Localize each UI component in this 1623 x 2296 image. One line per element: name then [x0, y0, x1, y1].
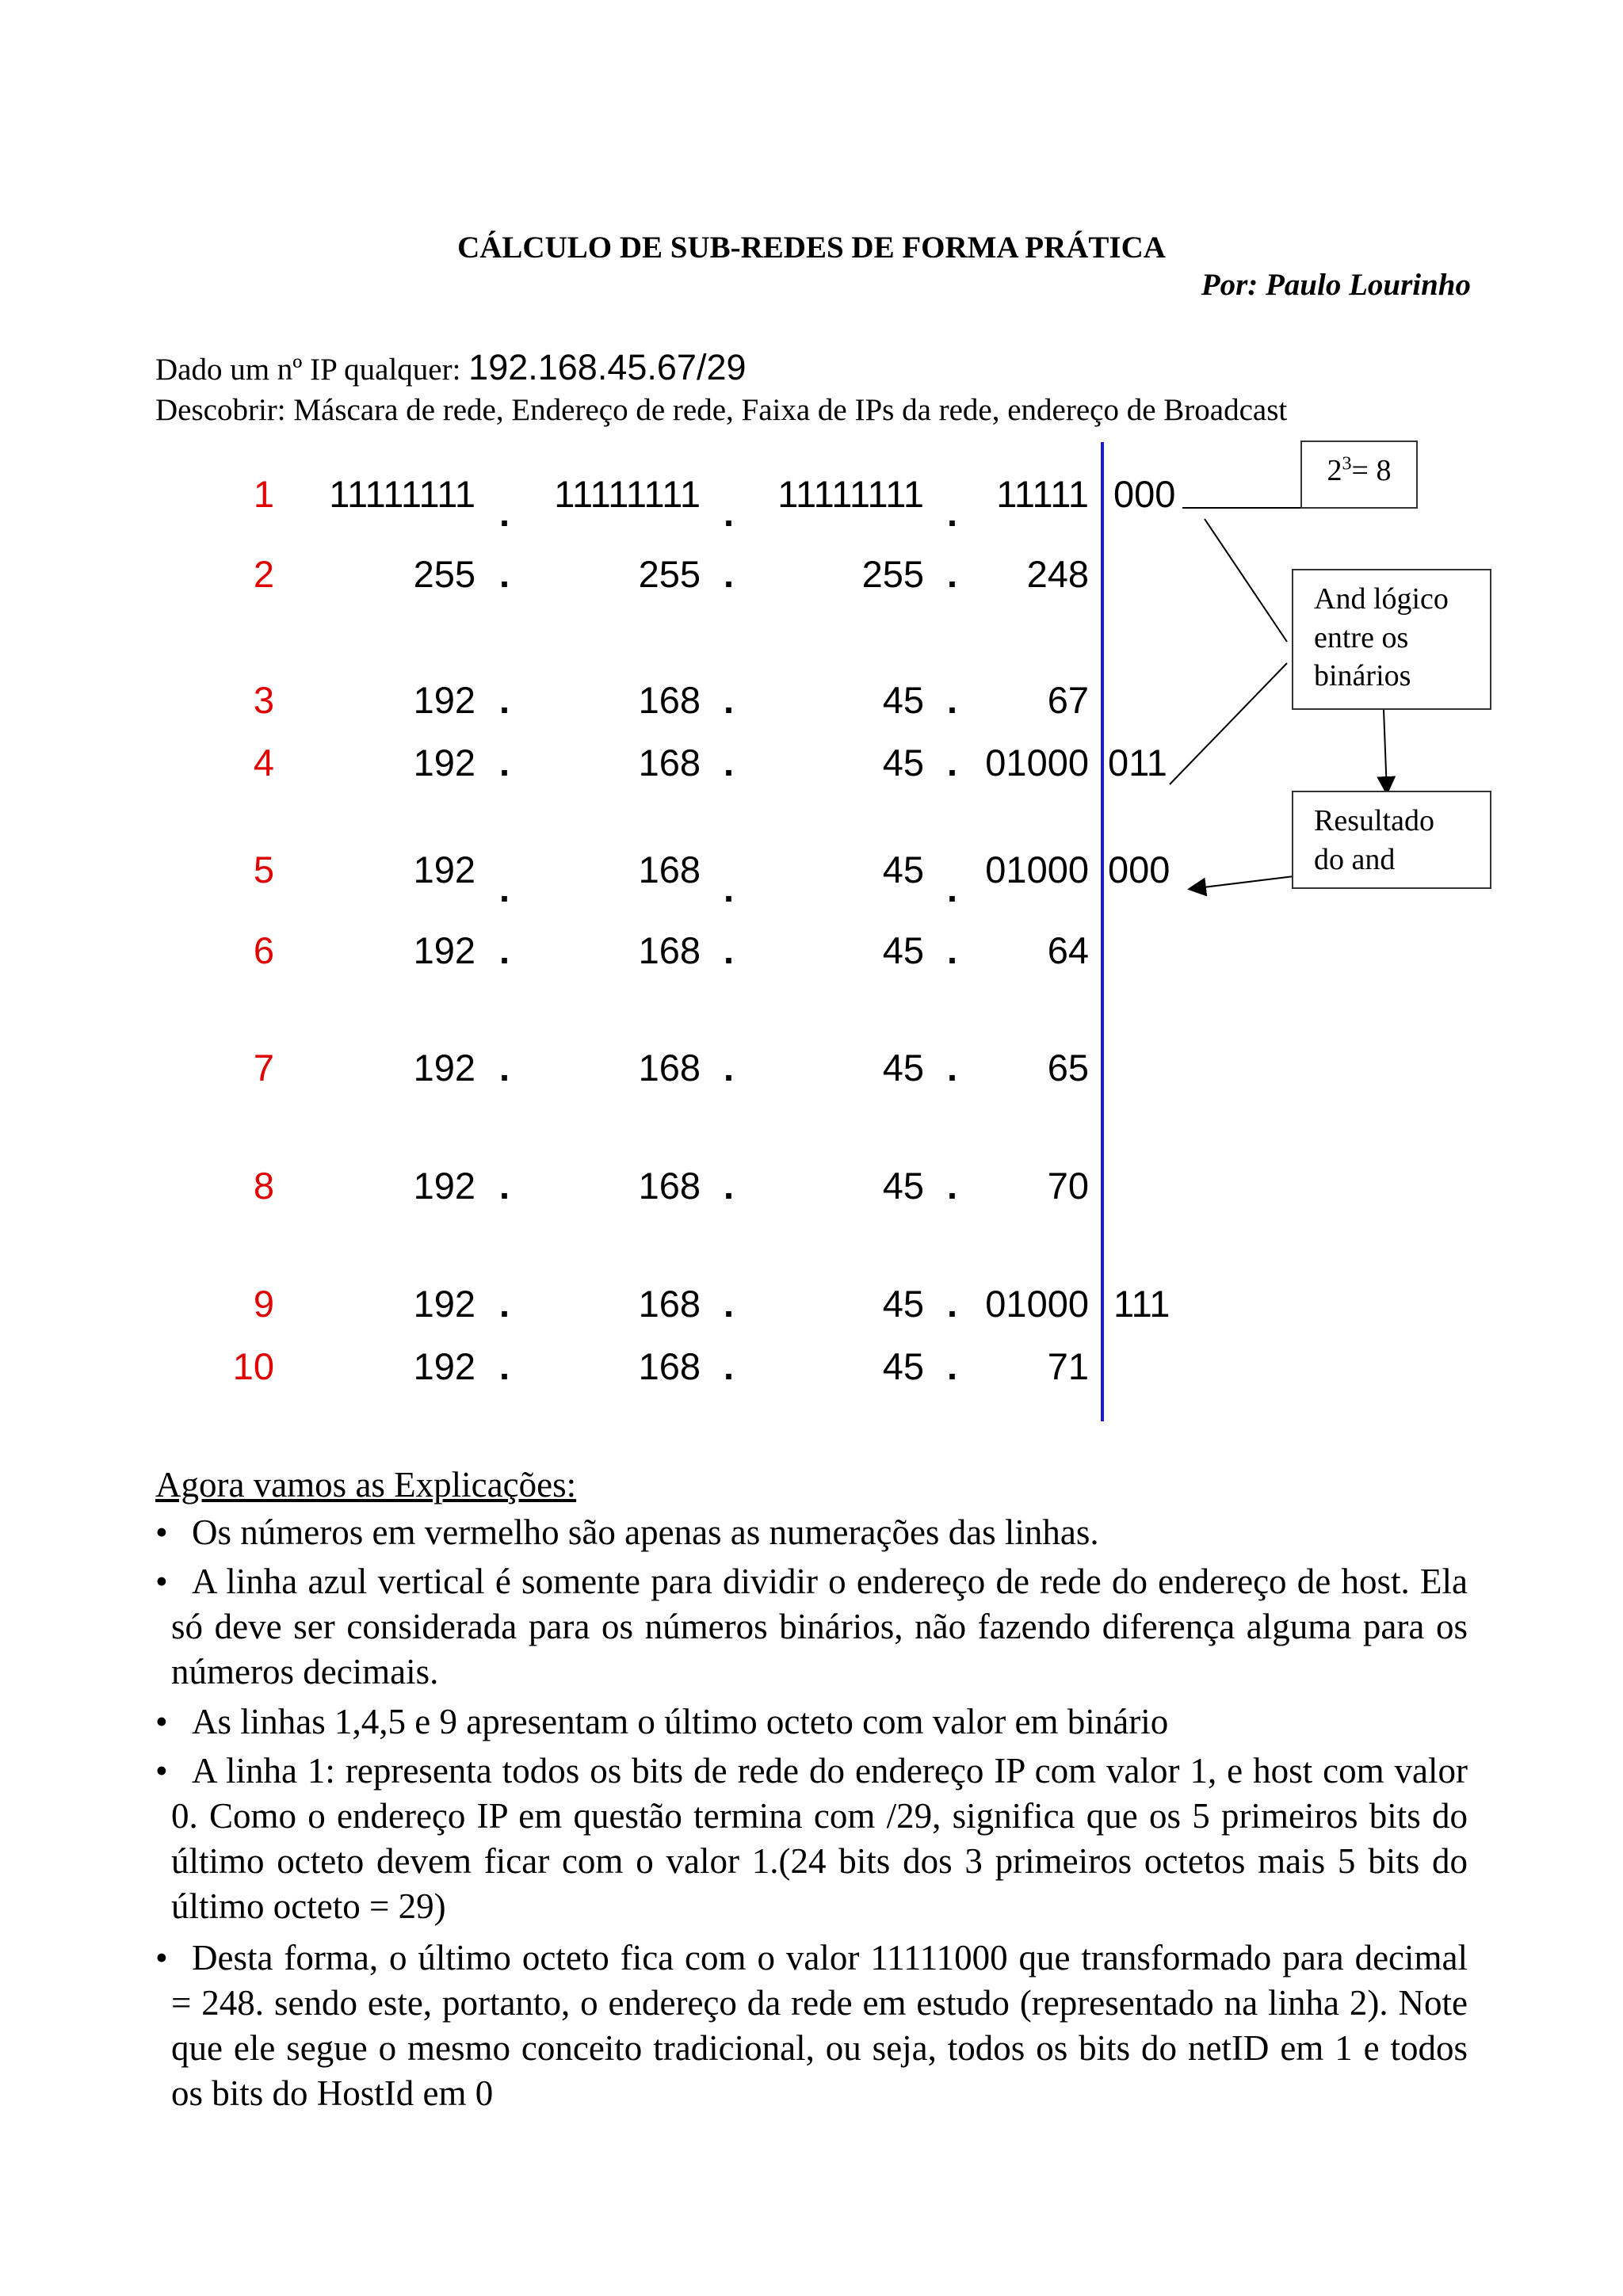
- octet-separator: .: [947, 1345, 958, 1387]
- discover-line: Descobrir: Máscara de rede, Endereço de rede, Faixa de IPs da rede, endereço de Broadcast: [155, 393, 1288, 427]
- octet-separator: .: [499, 553, 510, 595]
- octet-separator: .: [499, 1345, 510, 1387]
- and-logic-box: [1292, 569, 1491, 710]
- octet-o4: 64: [1047, 929, 1089, 971]
- octet-o3: 45: [882, 742, 924, 784]
- row-number: 9: [253, 1283, 274, 1325]
- explanations-heading: Agora vamos as Explicações:: [155, 1465, 577, 1505]
- and-connector-lower: [1170, 663, 1287, 784]
- octet-o1: 255: [413, 553, 475, 595]
- octet-separator: .: [947, 553, 958, 595]
- octet-o4: 11111: [996, 473, 1089, 515]
- octet-separator: .: [947, 1047, 958, 1089]
- explanation-bullet: [155, 1699, 1468, 1745]
- octet-separator: .: [724, 1047, 735, 1089]
- octet-separator: .: [947, 742, 958, 784]
- octet-o2: 168: [638, 929, 701, 971]
- octet-separator: .: [947, 929, 958, 971]
- octet-separator: .: [724, 553, 735, 595]
- octet-o2: 168: [638, 1283, 701, 1325]
- octet-o1: 192: [413, 1283, 475, 1325]
- octet-o3: 45: [882, 849, 924, 891]
- row-number: 8: [253, 1165, 274, 1207]
- page-title: CÁLCULO DE SUB-REDES DE FORMA PRÁTICA: [457, 231, 1166, 265]
- and-result-box: [1292, 791, 1491, 889]
- bullet-text: Desta forma, o último octeto fica com o valor 11111000 que transformado para decimal = 248. sendo este, portanto, o endereço da rede em estudo (representado na linha 2). Note que ele segue o mesmo conceito tradicional, ou seja, todos os bits do netID em 1 e todos os bits do HostId em 0: [171, 1938, 1468, 2113]
- octet-o2: 168: [638, 742, 701, 784]
- and-box-line: entre os: [1314, 620, 1409, 654]
- octet-o2: 255: [638, 553, 701, 595]
- octet-o3: 45: [882, 679, 924, 721]
- host-bits: 000: [1108, 849, 1170, 891]
- explanation-bullet: [155, 1749, 1468, 1929]
- row-number: 2: [253, 553, 274, 595]
- explanation-bullet: [155, 1936, 1468, 2116]
- bullet-text: As linhas 1,4,5 e 9 apresentam o último octeto com valor em binário: [192, 1702, 1169, 1741]
- octet-separator: .: [724, 679, 735, 721]
- octet-o4: 248: [1026, 553, 1089, 595]
- octet-o2: 168: [638, 1345, 701, 1387]
- host-bits: 111: [1113, 1283, 1170, 1325]
- result-to-row5-arrow: [1190, 876, 1294, 889]
- octet-separator: .: [724, 1165, 735, 1207]
- octet-o4: 01000: [985, 1283, 1089, 1325]
- octet-o4: 70: [1047, 1165, 1089, 1207]
- octet-o3: 255: [861, 553, 924, 595]
- octet-separator: .: [499, 868, 510, 910]
- octet-o1: 192: [413, 1165, 475, 1207]
- given-prefix: Dado um nº IP qualquer:: [155, 353, 461, 387]
- octet-separator: .: [499, 929, 510, 971]
- octet-separator: .: [499, 1283, 510, 1325]
- bullet-text: Os números em vermelho são apenas as numerações das linhas.: [192, 1512, 1099, 1552]
- octet-o2: 168: [638, 679, 701, 721]
- octet-o4: 71: [1047, 1345, 1089, 1387]
- and-to-result-arrow: [1384, 710, 1387, 792]
- octet-o1: 192: [413, 849, 475, 891]
- octet-separator: .: [724, 1345, 735, 1387]
- host-bits: 000: [1113, 473, 1176, 515]
- octet-o3: 45: [882, 1283, 924, 1325]
- bullet-text: A linha azul vertical é somente para dividir o endereço de rede do endereço de host. Ela só deve ser considerada para os números binários, não fazendo diferença alguma para os números decimais.: [171, 1562, 1468, 1691]
- and-box-line: And lógico: [1314, 582, 1449, 616]
- octet-separator: .: [724, 742, 735, 784]
- octet-o4: 01000: [985, 849, 1089, 891]
- octet-separator: .: [947, 1283, 958, 1325]
- explanation-bullet: [155, 1510, 1468, 1555]
- bullet-marker: •: [155, 1751, 168, 1791]
- row-number: 6: [253, 929, 274, 971]
- octet-o2: 11111111: [554, 473, 701, 515]
- octet-separator: .: [724, 929, 735, 971]
- octet-separator: .: [947, 679, 958, 721]
- power-result: = 8: [1351, 454, 1392, 487]
- octet-o3: 45: [882, 929, 924, 971]
- result-box-line: do and: [1314, 842, 1396, 876]
- power-base: 2: [1327, 454, 1342, 487]
- octet-o1: 192: [413, 742, 475, 784]
- octet-o2: 168: [638, 1047, 701, 1089]
- row-number: 4: [253, 742, 274, 784]
- and-box-line: binários: [1314, 659, 1411, 693]
- octet-separator: .: [499, 1165, 510, 1207]
- power-of-two-box: [1300, 441, 1418, 509]
- given-ip: 192.168.45.67/29: [468, 347, 747, 387]
- result-box-line: Resultado: [1314, 804, 1434, 837]
- octet-o1: 192: [413, 1047, 475, 1089]
- octet-o4: 67: [1047, 679, 1089, 721]
- octet-o1: 11111111: [329, 473, 475, 515]
- octet-o4: 65: [1047, 1047, 1089, 1089]
- octet-o2: 168: [638, 1165, 701, 1207]
- host-bits: 011: [1108, 742, 1167, 784]
- octet-separator: .: [724, 1283, 735, 1325]
- row-number: 3: [253, 679, 274, 721]
- octet-o2: 168: [638, 849, 701, 891]
- octet-separator: .: [499, 679, 510, 721]
- octet-o3: 11111111: [777, 473, 924, 515]
- octet-o3: 45: [882, 1165, 924, 1207]
- octet-separator: .: [499, 742, 510, 784]
- octet-o1: 192: [413, 929, 475, 971]
- bullet-marker: •: [155, 1938, 168, 1978]
- octet-separator: .: [947, 492, 958, 534]
- octet-o1: 192: [413, 1345, 475, 1387]
- bullet-marker: •: [155, 1562, 168, 1601]
- row-number: 5: [253, 849, 274, 891]
- and-connector-upper: [1205, 519, 1287, 642]
- octet-separator: .: [499, 1047, 510, 1089]
- bullet-marker: •: [155, 1512, 168, 1552]
- explanation-bullet: [155, 1559, 1468, 1695]
- octet-o3: 45: [882, 1345, 924, 1387]
- row-number: 7: [253, 1047, 274, 1089]
- octet-separator: .: [947, 868, 958, 910]
- row-number: 1: [253, 473, 274, 515]
- octet-separator: .: [724, 868, 735, 910]
- octet-o3: 45: [882, 1047, 924, 1089]
- bullet-marker: •: [155, 1702, 168, 1741]
- octet-o1: 192: [413, 679, 475, 721]
- octet-separator: .: [947, 1165, 958, 1207]
- octet-separator: .: [724, 492, 735, 534]
- author-line: Por: Paulo Lourinho: [1201, 268, 1471, 302]
- power-exponent: 3: [1342, 453, 1352, 475]
- octet-o4: 01000: [985, 742, 1089, 784]
- bullet-text: A linha 1: representa todos os bits de rede do endereço IP com valor 1, e host com valor 0. Como o endereço IP em questão termina com /29, significa que os 5 primeiros bits do último octeto devem ficar com o valor 1.(24 bits dos 3 primeiros octetos mais 5 bits do último octeto = 29): [171, 1751, 1468, 1926]
- row-number: 10: [232, 1345, 274, 1387]
- octet-separator: .: [499, 492, 510, 534]
